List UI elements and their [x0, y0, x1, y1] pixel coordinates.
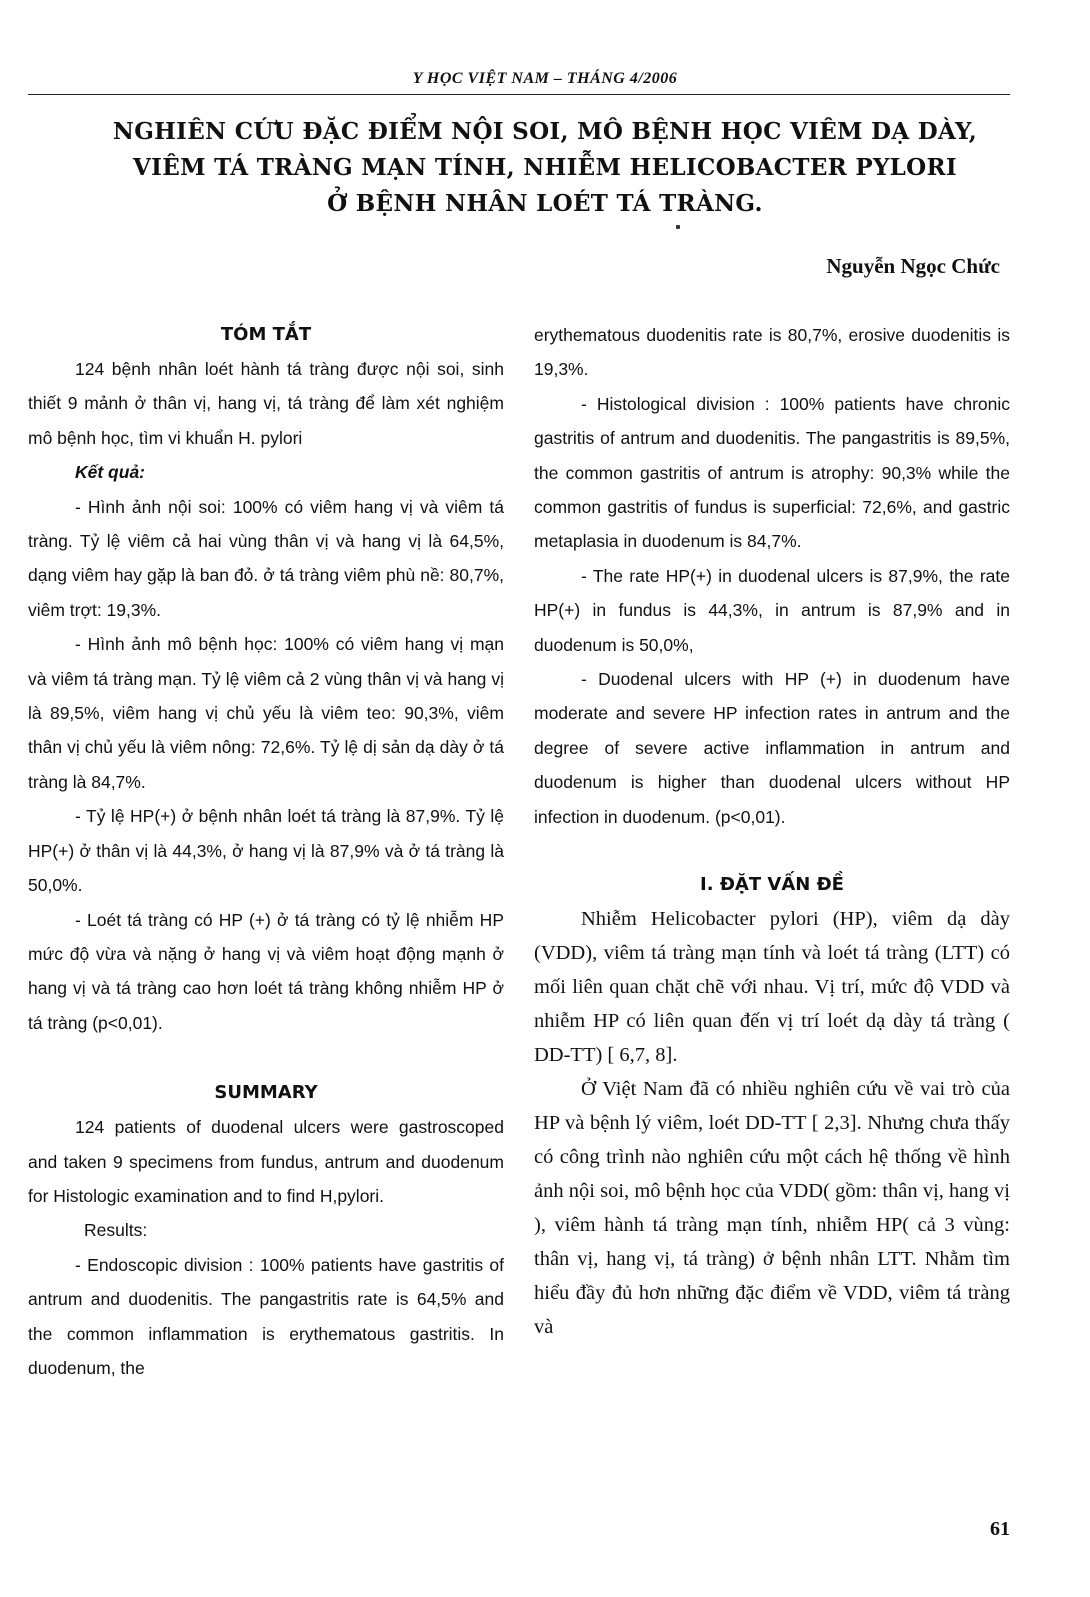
tom-tat-item: - Loét tá tràng có HP (+) ở tá tràng có tỷ lệ nhiễm HP mức độ vừa và nặng ở hang vị và viêm hoạt động mạnh ở hang vị và tá tràng cao hơn loét tá tràng không nhiễm HP ở tá tràng (p<0,01).: [28, 909, 504, 1033]
summary-item: - The rate HP(+) in duodenal ulcers is 87,9%, the rate HP(+) in fundus is 44,3%, in antrum is 87,9% and in duodenum is 50,0%,: [534, 565, 1010, 655]
tom-tat-intro: 124 bệnh nhân loét hành tá tràng được nội soi, sinh thiết 9 mảnh ở thân vị, hang vị, tá tràng để làm xét nghiệm mô bệnh học, tìm vi khuẩn H. pylori: [28, 359, 504, 448]
article-title: [40, 114, 1050, 222]
body-paragraph: Ở Việt Nam đã có nhiều nghiên cứu về vai trò của HP và bệnh lý viêm, loét DD-TT [ 2,3]. Nhưng chưa thấy có công trình nào nghiên cứu một cách hệ thống về hình ảnh nội soi, mô bệnh học của VDD( gồm: thân vị, hang vị ), viêm hành tá tràng mạn tính, nhiễm HP( cả 3 vùng: thân vị, hang vị, tá tràng) ở bệnh nhân LTT. Nhằm tìm hiểu đầy đủ hơn những đặc điểm về VDD, viêm tá tràng và: [534, 1078, 1010, 1339]
section-gap: [534, 834, 1010, 868]
summary-item: - Duodenal ulcers with HP (+) in duodenum have moderate and severe HP infection rates in antrum and the degree of severe active inflammation in antrum and duodenum is higher than duodenal ulcers without HP infection in duodenum. (p<0,01).: [534, 669, 1010, 827]
summary-item: - Histological division : 100% patients have chronic gastritis of antrum and duodenitis. The pangastritis is 89,5%, the common gastritis of antrum is atrophy: 90,3% while the common gastritis of fundus is superficial: 72,6%, and gastric metaplasia in duodenum is 84,7%.: [534, 393, 1010, 552]
results-label: Results:: [84, 1220, 148, 1241]
ink-speck: [676, 225, 680, 229]
tom-tat-item: - Tỷ lệ HP(+) ở bệnh nhân loét tá tràng là 87,9%. Tỷ lệ HP(+) ở thân vị là 44,3%, ở hang vị là 87,9% và ở tá tràng là 50,0%.: [28, 806, 504, 896]
summary-heading: SUMMARY: [214, 1082, 318, 1104]
summary-intro: 124 patients of duodenal ulcers were gastroscoped and taken 9 specimens from fundus, antrum and duodenum for Histologic examination and to find H,pylori.: [28, 1117, 504, 1206]
title-line-2: VIÊM TÁ TRÀNG MẠN TÍNH, NHIỄM HELICOBACTER PYLORI: [133, 154, 957, 181]
ket-qua-label: Kết quả:: [75, 462, 145, 483]
author: Nguyễn Ngọc Chức: [826, 254, 1000, 278]
body-paragraph: Nhiễm Helicobacter pylori (HP), viêm dạ dày (VDD), viêm tá tràng mạn tính và loét tá tràng (LTT) có mối liên quan chặt chẽ với nhau. Vị trí, mức độ VDD và nhiễm HP có liên quan đến vị trí loét dạ dày tá tràng ( DD-TT) [ 6,7, 8].: [534, 908, 1010, 1067]
summary-item-continued: erythematous duodenitis rate is 80,7%, erosive duodenitis is 19,3%.: [534, 325, 1010, 380]
left-column: [28, 318, 504, 1385]
section-gap: [28, 1040, 504, 1076]
title-line-3: Ở BỆNH NHÂN LOÉT TÁ TRÀNG.: [327, 190, 763, 217]
section-1-heading: I. ĐẶT VẤN ĐỀ: [700, 874, 844, 896]
header-rule: [28, 94, 1010, 95]
journal-header: Y HỌC VIỆT NAM – THÁNG 4/2006: [412, 70, 678, 87]
title-line-1: NGHIÊN CỨU ĐẶC ĐIỂM NỘI SOI, MÔ BỆNH HỌC VIÊM DẠ DÀY,: [112, 118, 978, 145]
right-column: [534, 318, 1010, 1344]
page-number: 61: [990, 1518, 1010, 1540]
tom-tat-heading: TÓM TẮT: [220, 324, 312, 345]
tom-tat-item: - Hình ảnh mô bệnh học: 100% có viêm hang vị mạn và viêm tá tràng mạn. Tỷ lệ viêm cả 2 vùng thân vị và hang vị là 89,5%, viêm hang vị chủ yếu là viêm teo: 90,3%, viêm thân vị chủ yếu là viêm nông: 72,6%. Tỷ lệ dị sản dạ dày ở tá tràng là 84,7%.: [28, 634, 504, 792]
summary-item: - Endoscopic division : 100% patients have gastritis of antrum and duodenitis. The pangastritis rate is 64,5% and the common inflammation is erythematous gastritis. In duodenum, the: [28, 1254, 504, 1378]
tom-tat-item: - Hình ảnh nội soi: 100% có viêm hang vị và viêm tá tràng. Tỷ lệ viêm cả hai vùng thân vị và hang vị là 64,5%, dạng viêm hay gặp là ban đỏ. ở tá tràng viêm phù nề: 80,7%, viêm trợt: 19,3%.: [28, 496, 504, 620]
